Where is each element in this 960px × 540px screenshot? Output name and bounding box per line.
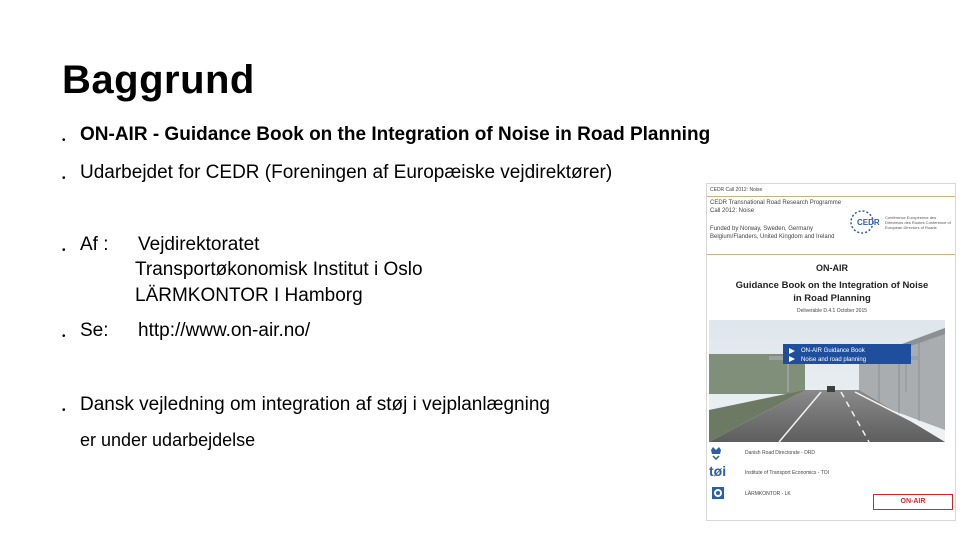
partner-lk: LÄRMKONTOR - LK	[745, 491, 791, 497]
partner-logos	[707, 442, 956, 521]
cedr-logo-text: CEDR	[857, 218, 880, 227]
highway-photo-image	[709, 320, 945, 442]
cover-onair-heading: ON-AIR	[816, 263, 848, 273]
highway-photo	[709, 320, 945, 442]
author-2: Transportøkonomisk Institut i Oslo	[135, 259, 423, 280]
laermkontor-logo-icon	[711, 486, 725, 500]
bullet-2-text: Udarbejdet for CEDR (Foreningen af Europæiske vejdirektører)	[80, 162, 613, 183]
cover-funded-2: Belgium/Flanders, United Kingdom and Ireland	[710, 234, 835, 240]
drd-crown-icon	[709, 446, 723, 460]
cover-deliverable: Deliverable D.4.1 October 2015	[796, 308, 868, 314]
toi-logo-icon: tøi	[709, 463, 727, 479]
on-air-link[interactable]: http://www.on-air.no/	[138, 320, 311, 341]
cover-programme: CEDR Transnational Road Research Programme	[710, 200, 842, 206]
cover-funded-1: Funded by Norway, Sweden, Germany	[710, 226, 813, 232]
guidance-book-cover	[706, 183, 956, 521]
bullet-dot: •	[62, 245, 66, 256]
cover-title-line-2: in Road Planning	[793, 293, 871, 304]
partner-toi: Institute of Transport Economics - TOI	[745, 470, 830, 476]
bullet-5-text: Dansk vejledning om integration af støj i vejplanlægning	[80, 394, 550, 415]
bullet-dot: •	[62, 173, 66, 184]
cover-title-line-1: Guidance Book on the Integration of Noise	[735, 280, 929, 291]
cedr-organisation: Conférence Européenne des Directeurs des Routes Conference of European Directors of Roads	[885, 215, 951, 230]
bullet-1-text: ON-AIR - Guidance Book on the Integration of Noise in Road Planning	[80, 124, 711, 145]
bullet-5-continuation: er under udarbejdelse	[80, 430, 256, 450]
cover-call: Call 2012: Noise	[710, 208, 755, 214]
cover-header: CEDR Call 2012: Noise	[710, 187, 763, 193]
bullet-3-label: Af :	[80, 234, 109, 255]
cedr-logo-icon	[849, 209, 887, 235]
onair-badge: ON-AIR	[873, 494, 953, 510]
author-3: LÄRMKONTOR I Hamborg	[135, 285, 363, 306]
bullet-dot: •	[62, 135, 66, 146]
bullet-dot: •	[62, 405, 66, 416]
author-1: Vejdirektoratet	[138, 234, 260, 255]
cover-rule	[707, 196, 955, 197]
cover-rule	[707, 254, 955, 255]
bullet-dot: •	[62, 331, 66, 342]
sign-line-2: Noise and road planning	[801, 357, 867, 363]
bullet-4-label: Se:	[80, 320, 109, 341]
slide-title: Baggrund	[62, 58, 255, 102]
partner-drd: Danish Road Directorate - DRD	[745, 450, 816, 456]
sign-line-1: ON-AIR Guidance Book	[801, 348, 865, 354]
